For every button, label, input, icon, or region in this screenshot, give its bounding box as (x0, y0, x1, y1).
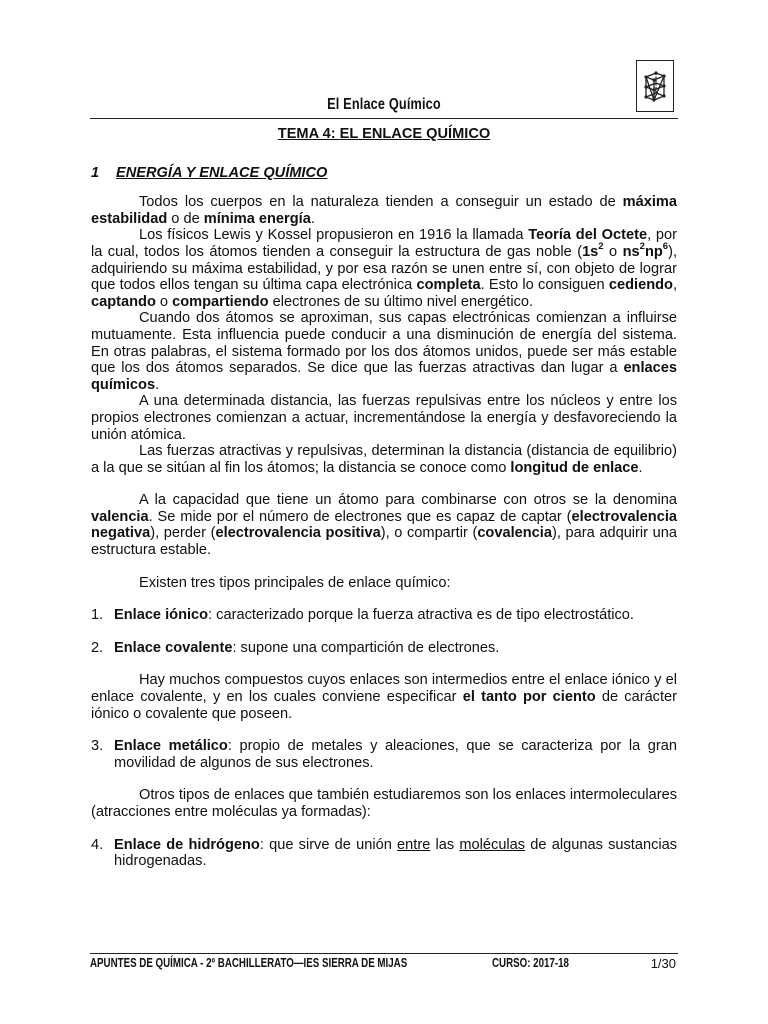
bold-term: captando (91, 293, 156, 310)
section-heading (91, 165, 677, 182)
text-run: . Se mide por el número de electrones que es capaz de captar ( (148, 508, 572, 525)
bold-term: cediendo (608, 277, 673, 294)
spacer (91, 591, 677, 607)
bold-term: electrovalencia negativa (91, 508, 677, 542)
text-run: de algunas sustancias hidrogenadas. (114, 836, 678, 870)
text-run: ns (622, 243, 640, 260)
bold-term: enlaces químicos (91, 360, 677, 393)
page-footer (90, 956, 678, 974)
text-run: Cuando dos átomos se aproximan, sus capas electrónicas comienzan a influirse mutuamente. Esta influencia puede conducir a una disminución de energía del sistema. En otras palabras, el sistema formado por los dos átomos unidos, puede ser más estable que los dos átomos separados. Se dice que las fuerzas atractivas dan lugar a (91, 310, 677, 377)
spacer (91, 476, 677, 492)
paragraph-types-intro: Existen tres tipos principales de enlace químico: (139, 574, 451, 591)
list-number: 4. (91, 836, 104, 853)
bold-term: longitud de enlace (510, 459, 639, 476)
text-run: Los físicos Lewis y Kossel propusieron en 1916 la llamada (139, 227, 529, 244)
text-run: : propio de metales y aleaciones, que se caracteriza por la gran movilidad de algunos de sus electrones. (114, 738, 677, 771)
bold-term: electrovalencia positiva (215, 525, 381, 542)
page-number: 1/30 (650, 956, 676, 971)
header-divider (90, 118, 678, 119)
text-run: ), adquiriendo su máxima estabilidad, y por esa razón se unen entre sí, con objeto de lograr que todos ellos tengan su última capa electrónica (91, 243, 677, 294)
document-body (91, 126, 677, 870)
bold-term: Enlace metálico (114, 738, 228, 755)
spacer (91, 624, 677, 640)
text-run: . (155, 376, 160, 393)
list-item-hydrogen (91, 837, 677, 870)
spacer (91, 559, 677, 575)
spacer (91, 821, 677, 837)
text-run: o de (167, 210, 204, 227)
text-run: o (155, 293, 173, 310)
text-run: : supone una compartición de electrones. (232, 639, 500, 656)
text-run: o (603, 243, 623, 260)
text-run: ), para adquirir una estructura estable. (91, 525, 677, 559)
bold-term: mínima energía (203, 210, 311, 227)
footer-school-year: CURSO: 2017-18 (492, 956, 569, 970)
header-title: El Enlace Químico (327, 96, 441, 113)
topic-title: TEMA 4: EL ENLACE QUÍMICO (277, 126, 491, 142)
section-number: 1 (91, 164, 100, 181)
bold-term: máxima estabilidad (91, 194, 677, 227)
list-item-ionic (91, 607, 677, 624)
text-run: ), o compartir ( (380, 525, 478, 542)
spacer (91, 771, 677, 787)
bold-term: completa (416, 277, 481, 294)
bold-term: el tanto por ciento (462, 689, 596, 706)
text-run: . Esto lo consiguen (480, 277, 609, 294)
section-title: ENERGÍA Y ENLACE QUÍMICO (116, 164, 328, 181)
spacer (91, 722, 677, 738)
text-run: de carácter iónico o covalente que poseen. (91, 689, 678, 722)
footer-course-info: APUNTES DE QUÍMICA - 2º BACHILLERATO—IES SIERRA DE MIJAS (90, 956, 408, 970)
paragraph-bond-length (91, 443, 677, 476)
superscript: 6 (662, 241, 669, 253)
text-run: ), perder ( (150, 525, 216, 542)
bold-term: valencia (91, 508, 149, 525)
bold-term: Enlace de hidrógeno (114, 836, 260, 853)
text-run: , por la cual, todos los átomos tienden a conseguir la estructura de gas noble ( (91, 227, 678, 260)
text-run: : que sirve de unión (259, 836, 398, 853)
bold-term: Teoría del Octete (528, 227, 648, 244)
list-item-metallic (91, 738, 677, 771)
paragraph-stability (91, 194, 677, 227)
paragraph-octet (91, 227, 677, 310)
text-run: Las fuerzas atractivas y repulsivas, determinan la distancia (distancia de equilibrio) a la que se sitúan al fin los átomos; la distancia se conoce como (91, 443, 677, 476)
text-run: A la capacidad que tiene un átomo para combinarse con otros se la denomina (139, 492, 677, 509)
list-number: 1. (91, 607, 104, 624)
underlined-word: entre (397, 836, 431, 853)
bold-term: Enlace covalente (114, 639, 233, 656)
bold-term: compartiendo (172, 293, 269, 310)
text-run: . (310, 210, 315, 227)
electron-config (582, 241, 604, 260)
underlined-word: moléculas (459, 836, 526, 853)
document-header (90, 96, 678, 118)
text-run: np (644, 243, 663, 260)
superscript: 2 (639, 241, 645, 253)
list-item-covalent (91, 640, 677, 657)
paragraph-valence (91, 492, 677, 558)
text-run: 1s (582, 243, 599, 260)
paragraph-intermolecular: Otros tipos de enlaces que también estudiaremos son los enlaces intermoleculares (atracciones entre moléculas ya formadas): (91, 787, 677, 820)
paragraph-approach (91, 310, 677, 393)
spacer (91, 656, 677, 672)
text-run: Hay muchos compuestos cuyos enlaces son intermedios entre el enlace iónico y el enlace covalente, y en los cuales conviene especificar (91, 672, 677, 706)
text-run: las (430, 836, 460, 853)
text-run: : caracterizado porque la fuerza atractiva es de tipo electrostático. (208, 607, 634, 624)
footer-divider (90, 953, 678, 954)
electron-config (622, 241, 669, 260)
list-number: 3. (91, 738, 104, 755)
text-run: Todos los cuerpos en la naturaleza tienden a conseguir un estado de (139, 194, 623, 211)
paragraph-intermediate (91, 672, 677, 722)
bold-term: covalencia (477, 525, 552, 542)
text-run: . (638, 459, 643, 476)
paragraph-repulsion: A una determinada distancia, las fuerzas repulsivas entre los núcleos y entre los propios electrones comienzan a actuar, incrementándose la energía y desfavoreciendo la unión atómica. (91, 393, 677, 443)
list-number: 2. (91, 639, 104, 656)
superscript: 2 (598, 241, 604, 253)
text-run: electrones de su último nivel energético. (268, 293, 534, 310)
bold-term: Enlace iónico (114, 607, 209, 624)
text-run: , (672, 277, 677, 294)
